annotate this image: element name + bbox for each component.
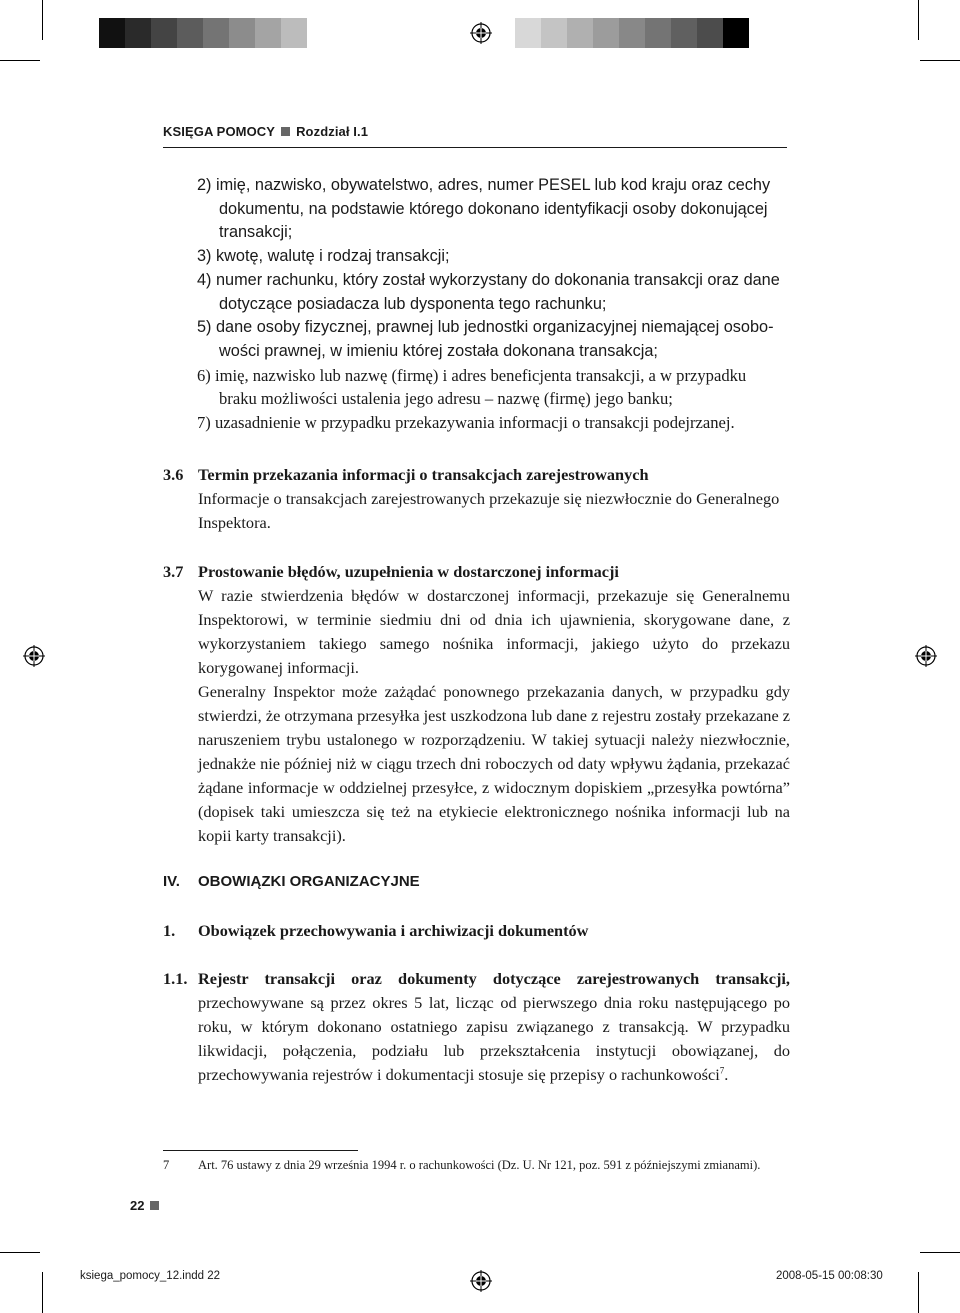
header-divider [163, 147, 787, 148]
list-item [197, 316, 790, 363]
footnote-text: Art. 76 ustawy z dnia 29 września 1994 r. o rachunkowości (Dz. U. Nr 121, poz. 591 z późniejszymi zmianami). [198, 1158, 761, 1172]
color-swatch [177, 18, 203, 48]
color-bar-right [515, 18, 749, 48]
crop-mark [918, 1272, 919, 1313]
section-1 [163, 919, 790, 943]
color-swatch [619, 18, 645, 48]
crop-mark [920, 1252, 960, 1253]
list-item [197, 245, 790, 269]
list-item [197, 364, 790, 411]
section-number: 1.1. [163, 969, 188, 988]
list-item-first-line: 3) kwotę, walutę i rodzaj transakcji; [197, 247, 450, 266]
section-number: 3.6 [163, 465, 184, 484]
color-swatch [99, 18, 125, 48]
color-swatch [723, 18, 749, 48]
section-3-7 [163, 560, 790, 848]
page-square-icon [150, 1201, 159, 1210]
list-item-continuation: dotyczące posiadacza lub dysponenta tego rachunku; [219, 294, 607, 313]
list-item-first-line: 6) imię, nazwisko lub nazwę (firmę) i adres beneficjenta transakcji, a w przypadku [197, 365, 747, 385]
list-item-first-line: 7) uzasadnienie w przypadku przekazywania informacji o transakcji podejrzanej. [197, 413, 735, 433]
color-swatch [515, 18, 541, 48]
page-number-value: 22 [130, 1198, 145, 1213]
list-item-first-line: 4) numer rachunku, który został wykorzystany do dokonania transakcji oraz dane [197, 270, 780, 289]
section-title: Obowiązek przechowywania i archiwizacji dokumentów [198, 921, 589, 940]
color-swatch [125, 18, 151, 48]
section-paragraph: W razie stwierdzenia błędów w dostarczonej informacji, przekazuje się Generalnemu Inspektorowi, w terminie siedmiu dni od dnia ich ujawnienia, skorygowane dane, z wykorzystaniem takiego samego nośnika informacji, jakiego użyto do przekazu korygowanej informacji. [198, 586, 790, 677]
list-item [197, 411, 790, 435]
crop-mark [42, 0, 43, 40]
list-item-first-line: 5) dane osoby fizycznej, prawnej lub jednostki organizacyjnej niemającej osobo- [197, 318, 774, 337]
list-item [197, 269, 790, 316]
footnote-number: 7 [163, 1158, 170, 1172]
registration-mark-icon [470, 1270, 492, 1292]
registration-mark-icon [23, 645, 45, 667]
footnote-divider [163, 1150, 358, 1151]
section-number: 1. [163, 921, 176, 940]
color-swatch [203, 18, 229, 48]
chapter-title: OBOWIĄZKI ORGANIZACYJNE [198, 873, 420, 890]
color-swatch [281, 18, 307, 48]
section-number: 3.7 [163, 562, 184, 581]
footnote [163, 1157, 790, 1174]
crop-mark [920, 60, 960, 61]
color-swatch [73, 18, 99, 48]
section-title: Prostowanie błędów, uzupełnienia w dostarczonej informacji [198, 562, 619, 581]
section-paragraph: Generalny Inspektor może zażądać ponownego przekazania danych, w przypadku gdy stwierdzi, że otrzymana przesyłka jest uszkodzona lub dane z rejestru zostały przekazane z naruszeniem trybu ustalonego w rozporządzeniu. W takiej sytuacji należy niezwłocznie, jednakże nie później niż w ciągu trzech dni roboczych od daty wpływu żądania, przekazać żądane informacje w oddzielnej przesyłce, z widocznym dopiskiem „przesyłka powtórna” (dopisek taki umieszcza się też na etykiecie elektronicznego nośnika informacji lub na kopii karty transakcji). [198, 682, 790, 845]
crop-mark [918, 0, 919, 40]
section-title: Rejestr transakcji oraz dokumenty dotyczące zarejestrowanych transakcji, [198, 969, 790, 988]
color-swatch [151, 18, 177, 48]
chapter-number: IV. [163, 873, 180, 890]
color-swatch [541, 18, 567, 48]
registration-mark-icon [470, 22, 492, 44]
color-swatch [567, 18, 593, 48]
list-item-continuation: braku możliwości ustalenia jego adresu – nazwę (firmę) jego banku; [219, 389, 673, 409]
header-book-title: KSIĘGA POMOCY [163, 124, 276, 139]
section-text: Informacje o transakcjach zarejestrowanych przekazuje się niezwłocznie do Generalnego Inspektora. [198, 489, 780, 532]
crop-mark [42, 1272, 43, 1313]
crop-mark [0, 60, 40, 61]
header-square-icon [281, 127, 290, 136]
section-title: Termin przekazania informacji o transakcjach zarejestrowanych [198, 465, 649, 484]
sentence-end: . [724, 1065, 729, 1084]
color-swatch [229, 18, 255, 48]
footnote-reference[interactable]: 7 [719, 1065, 725, 1076]
requirements-list [197, 174, 790, 435]
registration-mark-icon [915, 645, 937, 667]
list-item [197, 174, 790, 245]
page-number [130, 1198, 159, 1213]
list-item-first-line: 2) imię, nazwisko, obywatelstwo, adres, numer PESEL lub kod kraju oraz cechy [197, 176, 771, 194]
slug-filename: ksiega_pomocy_12.indd 22 [80, 1270, 221, 1282]
color-swatch [645, 18, 671, 48]
header-chapter: Rozdział I.1 [296, 124, 369, 139]
section-1-1 [163, 967, 790, 1087]
section-3-6 [163, 463, 790, 535]
list-item-continuation: dokumentu, na podstawie którego dokonano identyfikacji osoby dokonującej transakcji; [219, 199, 768, 242]
color-swatch [255, 18, 281, 48]
crop-mark [0, 1252, 40, 1253]
color-bar-left [73, 18, 307, 48]
slug-timestamp: 2008-05-15 00:08:30 [776, 1270, 883, 1282]
color-swatch [697, 18, 723, 48]
color-swatch [593, 18, 619, 48]
chapter-heading [163, 873, 790, 890]
section-text: przechowywane są przez okres 5 lat, licząc od pierwszego dnia roku następującego po roku, w którym dokonano ostatniego zapisu związanego z transakcją. W przypadku likwidacji, połączenia, podziału lub przekształcenia instytucji obowiązanej, do przechowywania rejestrów i dokumentacji stosuje się przepisy o rachunkowości [198, 993, 790, 1084]
running-header [163, 124, 368, 139]
list-item-continuation: wości prawnej, w imieniu której została dokonana transakcja; [219, 341, 658, 360]
color-swatch [671, 18, 697, 48]
